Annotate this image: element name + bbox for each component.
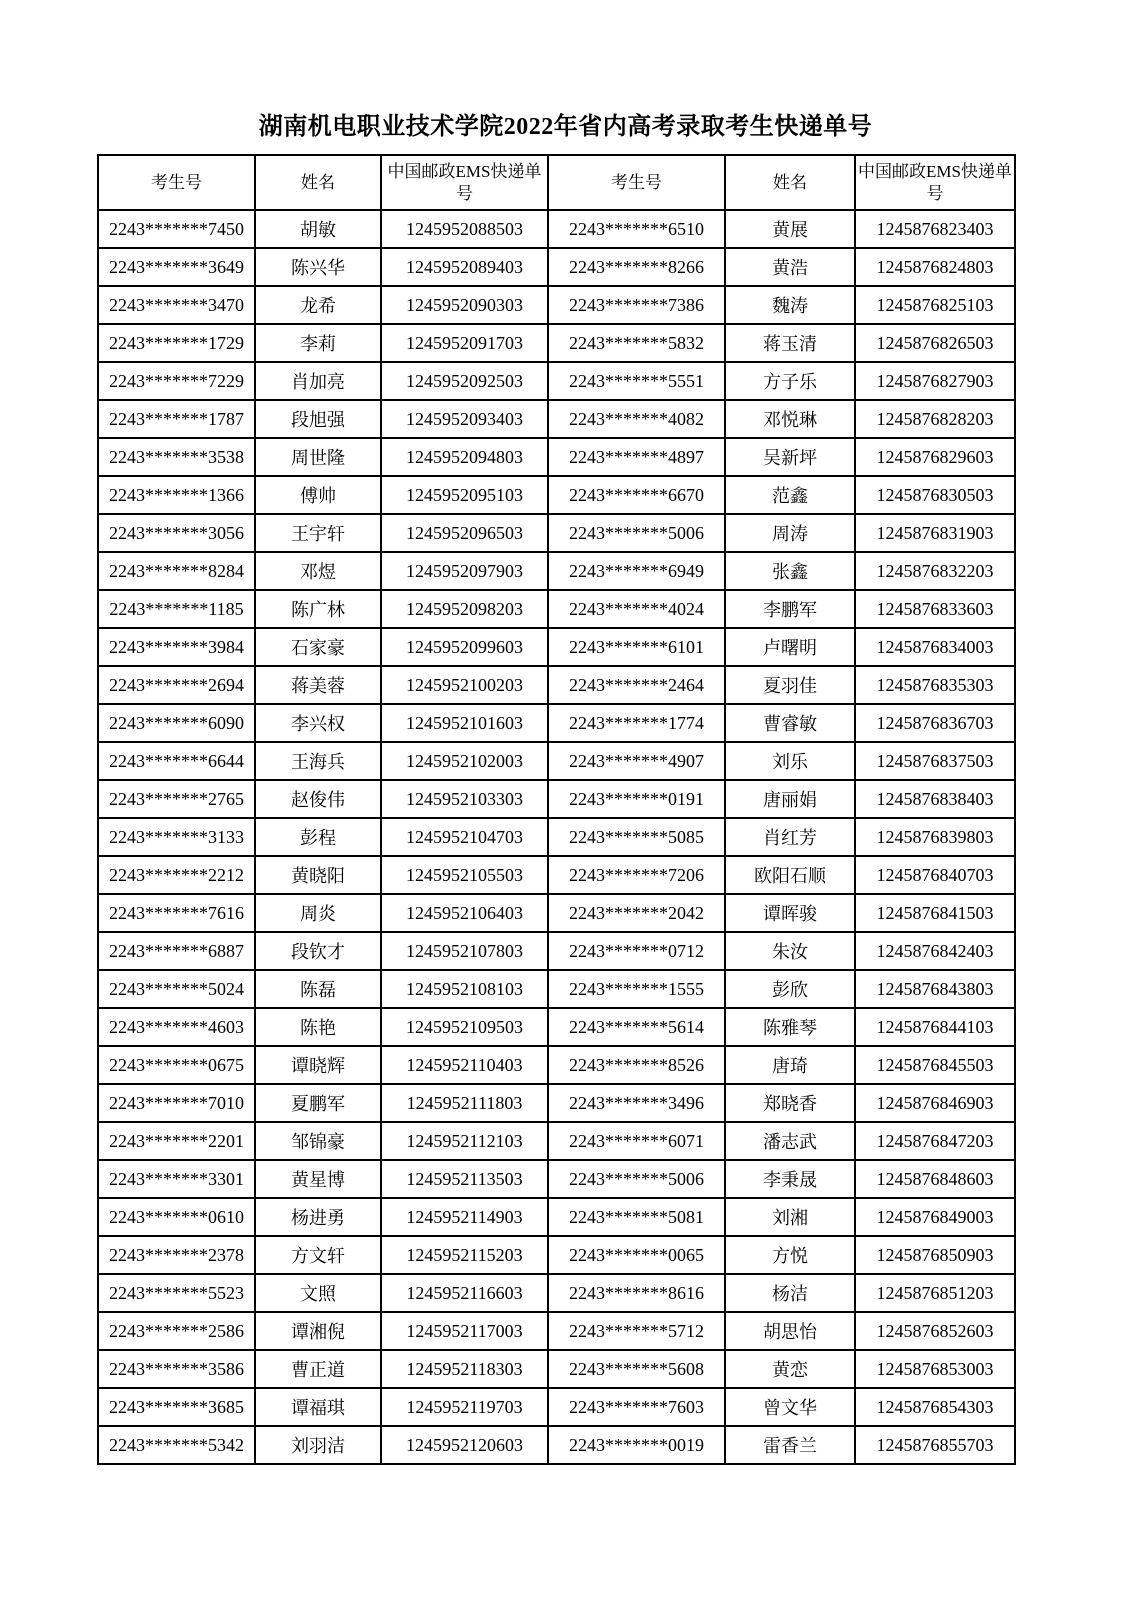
cell-tracking-number: 1245876839803 <box>855 818 1015 856</box>
cell-name: 陈广林 <box>255 590 381 628</box>
cell-tracking-number: 1245876827903 <box>855 362 1015 400</box>
cell-tracking-number: 1245952114903 <box>381 1198 548 1236</box>
table-row <box>98 970 1015 1008</box>
cell-tracking-number: 1245876832203 <box>855 552 1015 590</box>
cell-candidate-id: 2243*******3496 <box>548 1084 725 1122</box>
cell-tracking-number: 1245876841503 <box>855 894 1015 932</box>
cell-tracking-number: 1245952116603 <box>381 1274 548 1312</box>
header-candidate-id-left: 考生号 <box>98 155 255 210</box>
cell-name: 黄浩 <box>725 248 855 286</box>
cell-candidate-id: 2243*******8526 <box>548 1046 725 1084</box>
table-body <box>98 210 1015 1464</box>
table-row <box>98 1388 1015 1426</box>
cell-tracking-number: 1245876855703 <box>855 1426 1015 1464</box>
cell-tracking-number: 1245952108103 <box>381 970 548 1008</box>
table-row <box>98 210 1015 248</box>
cell-name: 彭欣 <box>725 970 855 1008</box>
table-row <box>98 818 1015 856</box>
table-row <box>98 1236 1015 1274</box>
cell-name: 邓悦琳 <box>725 400 855 438</box>
cell-tracking-number: 1245876851203 <box>855 1274 1015 1312</box>
table-row <box>98 1350 1015 1388</box>
table-row <box>98 666 1015 704</box>
cell-name: 段旭强 <box>255 400 381 438</box>
cell-candidate-id: 2243*******6949 <box>548 552 725 590</box>
cell-candidate-id: 2243*******7010 <box>98 1084 255 1122</box>
cell-tracking-number: 1245876823403 <box>855 210 1015 248</box>
cell-candidate-id: 2243*******5024 <box>98 970 255 1008</box>
cell-candidate-id: 2243*******5551 <box>548 362 725 400</box>
cell-candidate-id: 2243*******8284 <box>98 552 255 590</box>
cell-tracking-number: 1245952102003 <box>381 742 548 780</box>
cell-name: 谭湘倪 <box>255 1312 381 1350</box>
cell-name: 周世隆 <box>255 438 381 476</box>
cell-candidate-id: 2243*******0712 <box>548 932 725 970</box>
cell-candidate-id: 2243*******0610 <box>98 1198 255 1236</box>
cell-tracking-number: 1245952101603 <box>381 704 548 742</box>
cell-candidate-id: 2243*******6644 <box>98 742 255 780</box>
cell-tracking-number: 1245952120603 <box>381 1426 548 1464</box>
cell-candidate-id: 2243*******7450 <box>98 210 255 248</box>
cell-name: 曹正道 <box>255 1350 381 1388</box>
cell-name: 黄恋 <box>725 1350 855 1388</box>
cell-name: 欧阳石顺 <box>725 856 855 894</box>
cell-name: 龙希 <box>255 286 381 324</box>
cell-name: 赵俊伟 <box>255 780 381 818</box>
cell-name: 夏羽佳 <box>725 666 855 704</box>
cell-tracking-number: 1245952088503 <box>381 210 548 248</box>
cell-candidate-id: 2243*******2694 <box>98 666 255 704</box>
cell-candidate-id: 2243*******1774 <box>548 704 725 742</box>
cell-tracking-number: 1245952118303 <box>381 1350 548 1388</box>
cell-name: 夏鹏军 <box>255 1084 381 1122</box>
cell-name: 邹锦豪 <box>255 1122 381 1160</box>
cell-candidate-id: 2243*******5342 <box>98 1426 255 1464</box>
cell-candidate-id: 2243*******0019 <box>548 1426 725 1464</box>
table-row <box>98 932 1015 970</box>
cell-tracking-number: 1245876830503 <box>855 476 1015 514</box>
cell-candidate-id: 2243*******6510 <box>548 210 725 248</box>
cell-candidate-id: 2243*******5832 <box>548 324 725 362</box>
cell-name: 唐丽娟 <box>725 780 855 818</box>
cell-candidate-id: 2243*******3685 <box>98 1388 255 1426</box>
cell-name: 黄晓阳 <box>255 856 381 894</box>
cell-name: 吴新坪 <box>725 438 855 476</box>
cell-candidate-id: 2243*******0065 <box>548 1236 725 1274</box>
table-row <box>98 780 1015 818</box>
table-row <box>98 1046 1015 1084</box>
cell-candidate-id: 2243*******6090 <box>98 704 255 742</box>
cell-candidate-id: 2243*******4907 <box>548 742 725 780</box>
table-row <box>98 1312 1015 1350</box>
cell-candidate-id: 2243*******3133 <box>98 818 255 856</box>
table-row <box>98 248 1015 286</box>
cell-name: 杨洁 <box>725 1274 855 1312</box>
cell-candidate-id: 2243*******1185 <box>98 590 255 628</box>
cell-tracking-number: 1245876834003 <box>855 628 1015 666</box>
cell-name: 陈磊 <box>255 970 381 1008</box>
cell-name: 谭福琪 <box>255 1388 381 1426</box>
table-row <box>98 1426 1015 1464</box>
cell-tracking-number: 1245876835303 <box>855 666 1015 704</box>
cell-tracking-number: 1245876831903 <box>855 514 1015 552</box>
cell-candidate-id: 2243*******2464 <box>548 666 725 704</box>
table-row <box>98 324 1015 362</box>
cell-candidate-id: 2243*******2201 <box>98 1122 255 1160</box>
cell-name: 潘志武 <box>725 1122 855 1160</box>
table-row <box>98 1274 1015 1312</box>
cell-candidate-id: 2243*******3056 <box>98 514 255 552</box>
cell-candidate-id: 2243*******6071 <box>548 1122 725 1160</box>
cell-candidate-id: 2243*******4897 <box>548 438 725 476</box>
cell-candidate-id: 2243*******8266 <box>548 248 725 286</box>
table-row <box>98 856 1015 894</box>
cell-candidate-id: 2243*******5712 <box>548 1312 725 1350</box>
cell-name: 唐琦 <box>725 1046 855 1084</box>
cell-name: 邓煜 <box>255 552 381 590</box>
cell-name: 周涛 <box>725 514 855 552</box>
cell-candidate-id: 2243*******6887 <box>98 932 255 970</box>
cell-tracking-number: 1245876850903 <box>855 1236 1015 1274</box>
cell-candidate-id: 2243*******1787 <box>98 400 255 438</box>
cell-name: 方悦 <box>725 1236 855 1274</box>
cell-candidate-id: 2243*******4082 <box>548 400 725 438</box>
cell-candidate-id: 2243*******5614 <box>548 1008 725 1046</box>
cell-candidate-id: 2243*******4024 <box>548 590 725 628</box>
cell-candidate-id: 2243*******2212 <box>98 856 255 894</box>
cell-name: 肖加亮 <box>255 362 381 400</box>
cell-candidate-id: 2243*******2042 <box>548 894 725 932</box>
cell-candidate-id: 2243*******5081 <box>548 1198 725 1236</box>
header-name-right: 姓名 <box>725 155 855 210</box>
cell-candidate-id: 2243*******6101 <box>548 628 725 666</box>
cell-name: 雷香兰 <box>725 1426 855 1464</box>
table-row <box>98 742 1015 780</box>
table-row <box>98 552 1015 590</box>
cell-name: 范鑫 <box>725 476 855 514</box>
table-row <box>98 1160 1015 1198</box>
cell-tracking-number: 1245952098203 <box>381 590 548 628</box>
table-row <box>98 1198 1015 1236</box>
cell-tracking-number: 1245876836703 <box>855 704 1015 742</box>
cell-candidate-id: 2243*******7229 <box>98 362 255 400</box>
cell-name: 彭程 <box>255 818 381 856</box>
table-row <box>98 438 1015 476</box>
cell-tracking-number: 1245952089403 <box>381 248 548 286</box>
cell-tracking-number: 1245952097903 <box>381 552 548 590</box>
cell-name: 肖红芳 <box>725 818 855 856</box>
cell-name: 刘乐 <box>725 742 855 780</box>
cell-tracking-number: 1245952095103 <box>381 476 548 514</box>
cell-tracking-number: 1245952103303 <box>381 780 548 818</box>
cell-candidate-id: 2243*******5608 <box>548 1350 725 1388</box>
cell-candidate-id: 2243*******5006 <box>548 514 725 552</box>
cell-candidate-id: 2243*******5523 <box>98 1274 255 1312</box>
cell-name: 蒋玉清 <box>725 324 855 362</box>
table-row <box>98 1008 1015 1046</box>
cell-tracking-number: 1245952092503 <box>381 362 548 400</box>
cell-tracking-number: 1245876843803 <box>855 970 1015 1008</box>
cell-tracking-number: 1245952104703 <box>381 818 548 856</box>
table-row <box>98 590 1015 628</box>
cell-tracking-number: 1245876829603 <box>855 438 1015 476</box>
cell-name: 张鑫 <box>725 552 855 590</box>
cell-tracking-number: 1245952106403 <box>381 894 548 932</box>
cell-tracking-number: 1245876849003 <box>855 1198 1015 1236</box>
cell-name: 胡敏 <box>255 210 381 248</box>
cell-tracking-number: 1245876833603 <box>855 590 1015 628</box>
cell-candidate-id: 2243*******3538 <box>98 438 255 476</box>
cell-tracking-number: 1245952105503 <box>381 856 548 894</box>
cell-name: 文照 <box>255 1274 381 1312</box>
cell-name: 傅帅 <box>255 476 381 514</box>
header-name-left: 姓名 <box>255 155 381 210</box>
cell-tracking-number: 1245952113503 <box>381 1160 548 1198</box>
cell-name: 郑晓香 <box>725 1084 855 1122</box>
cell-name: 黄星博 <box>255 1160 381 1198</box>
cell-tracking-number: 1245952099603 <box>381 628 548 666</box>
cell-tracking-number: 1245876840703 <box>855 856 1015 894</box>
cell-name: 胡思怡 <box>725 1312 855 1350</box>
cell-tracking-number: 1245876848603 <box>855 1160 1015 1198</box>
cell-tracking-number: 1245876853003 <box>855 1350 1015 1388</box>
table-row <box>98 476 1015 514</box>
header-ems-number-right: 中国邮政EMS快递单号 <box>855 155 1015 210</box>
cell-tracking-number: 1245952117003 <box>381 1312 548 1350</box>
cell-candidate-id: 2243*******5006 <box>548 1160 725 1198</box>
cell-name: 魏涛 <box>725 286 855 324</box>
cell-tracking-number: 1245876846903 <box>855 1084 1015 1122</box>
cell-candidate-id: 2243*******5085 <box>548 818 725 856</box>
table-row <box>98 362 1015 400</box>
cell-candidate-id: 2243*******7206 <box>548 856 725 894</box>
cell-tracking-number: 1245952109503 <box>381 1008 548 1046</box>
cell-candidate-id: 2243*******7603 <box>548 1388 725 1426</box>
cell-tracking-number: 1245952094803 <box>381 438 548 476</box>
cell-tracking-number: 1245952096503 <box>381 514 548 552</box>
tracking-number-table <box>97 154 1016 1465</box>
cell-tracking-number: 1245876844103 <box>855 1008 1015 1046</box>
cell-candidate-id: 2243*******1729 <box>98 324 255 362</box>
cell-name: 李兴权 <box>255 704 381 742</box>
table-row <box>98 704 1015 742</box>
cell-name: 谭晖骏 <box>725 894 855 932</box>
cell-name: 李莉 <box>255 324 381 362</box>
cell-candidate-id: 2243*******3301 <box>98 1160 255 1198</box>
cell-name: 方文轩 <box>255 1236 381 1274</box>
table-row <box>98 1084 1015 1122</box>
cell-candidate-id: 2243*******6670 <box>548 476 725 514</box>
cell-tracking-number: 1245952119703 <box>381 1388 548 1426</box>
cell-name: 段钦才 <box>255 932 381 970</box>
cell-name: 曾文华 <box>725 1388 855 1426</box>
table-row <box>98 628 1015 666</box>
cell-tracking-number: 1245876842403 <box>855 932 1015 970</box>
cell-tracking-number: 1245952091703 <box>381 324 548 362</box>
cell-name: 卢曙明 <box>725 628 855 666</box>
cell-name: 方子乐 <box>725 362 855 400</box>
cell-name: 李鹏军 <box>725 590 855 628</box>
cell-candidate-id: 2243*******8616 <box>548 1274 725 1312</box>
cell-candidate-id: 2243*******0675 <box>98 1046 255 1084</box>
cell-name: 谭晓辉 <box>255 1046 381 1084</box>
cell-tracking-number: 1245876854303 <box>855 1388 1015 1426</box>
cell-candidate-id: 2243*******3984 <box>98 628 255 666</box>
cell-candidate-id: 2243*******0191 <box>548 780 725 818</box>
cell-candidate-id: 2243*******1555 <box>548 970 725 1008</box>
cell-tracking-number: 1245952100203 <box>381 666 548 704</box>
cell-name: 杨进勇 <box>255 1198 381 1236</box>
header-candidate-id-right: 考生号 <box>548 155 725 210</box>
cell-candidate-id: 2243*******7386 <box>548 286 725 324</box>
cell-tracking-number: 1245952093403 <box>381 400 548 438</box>
cell-tracking-number: 1245952090303 <box>381 286 548 324</box>
cell-name: 刘湘 <box>725 1198 855 1236</box>
cell-name: 朱汝 <box>725 932 855 970</box>
cell-candidate-id: 2243*******4603 <box>98 1008 255 1046</box>
cell-tracking-number: 1245876824803 <box>855 248 1015 286</box>
table-row <box>98 894 1015 932</box>
cell-name: 王海兵 <box>255 742 381 780</box>
table-row <box>98 400 1015 438</box>
cell-name: 黄展 <box>725 210 855 248</box>
cell-name: 刘羽洁 <box>255 1426 381 1464</box>
header-ems-number-left: 中国邮政EMS快递单号 <box>381 155 548 210</box>
cell-tracking-number: 1245876826503 <box>855 324 1015 362</box>
cell-name: 陈兴华 <box>255 248 381 286</box>
cell-tracking-number: 1245876837503 <box>855 742 1015 780</box>
cell-name: 王宇轩 <box>255 514 381 552</box>
table-row <box>98 514 1015 552</box>
cell-tracking-number: 1245952112103 <box>381 1122 548 1160</box>
cell-candidate-id: 2243*******2765 <box>98 780 255 818</box>
table-row <box>98 286 1015 324</box>
cell-name: 石家豪 <box>255 628 381 666</box>
cell-tracking-number: 1245876838403 <box>855 780 1015 818</box>
cell-tracking-number: 1245876828203 <box>855 400 1015 438</box>
cell-name: 陈雅琴 <box>725 1008 855 1046</box>
cell-name: 蒋美蓉 <box>255 666 381 704</box>
cell-tracking-number: 1245952111803 <box>381 1084 548 1122</box>
cell-tracking-number: 1245952110403 <box>381 1046 548 1084</box>
cell-tracking-number: 1245876852603 <box>855 1312 1015 1350</box>
cell-name: 周炎 <box>255 894 381 932</box>
table-row <box>98 1122 1015 1160</box>
cell-name: 曹睿敏 <box>725 704 855 742</box>
cell-candidate-id: 2243*******2378 <box>98 1236 255 1274</box>
page-title: 湖南机电职业技术学院2022年省内高考录取考生快递单号 <box>258 114 873 140</box>
cell-name: 陈艳 <box>255 1008 381 1046</box>
cell-tracking-number: 1245952115203 <box>381 1236 548 1274</box>
cell-candidate-id: 2243*******3586 <box>98 1350 255 1388</box>
cell-tracking-number: 1245876845503 <box>855 1046 1015 1084</box>
header-row <box>98 155 1015 210</box>
cell-candidate-id: 2243*******3649 <box>98 248 255 286</box>
cell-candidate-id: 2243*******2586 <box>98 1312 255 1350</box>
cell-tracking-number: 1245876825103 <box>855 286 1015 324</box>
cell-name: 李秉晟 <box>725 1160 855 1198</box>
cell-candidate-id: 2243*******7616 <box>98 894 255 932</box>
cell-tracking-number: 1245876847203 <box>855 1122 1015 1160</box>
cell-candidate-id: 2243*******1366 <box>98 476 255 514</box>
cell-tracking-number: 1245952107803 <box>381 932 548 970</box>
cell-candidate-id: 2243*******3470 <box>98 286 255 324</box>
